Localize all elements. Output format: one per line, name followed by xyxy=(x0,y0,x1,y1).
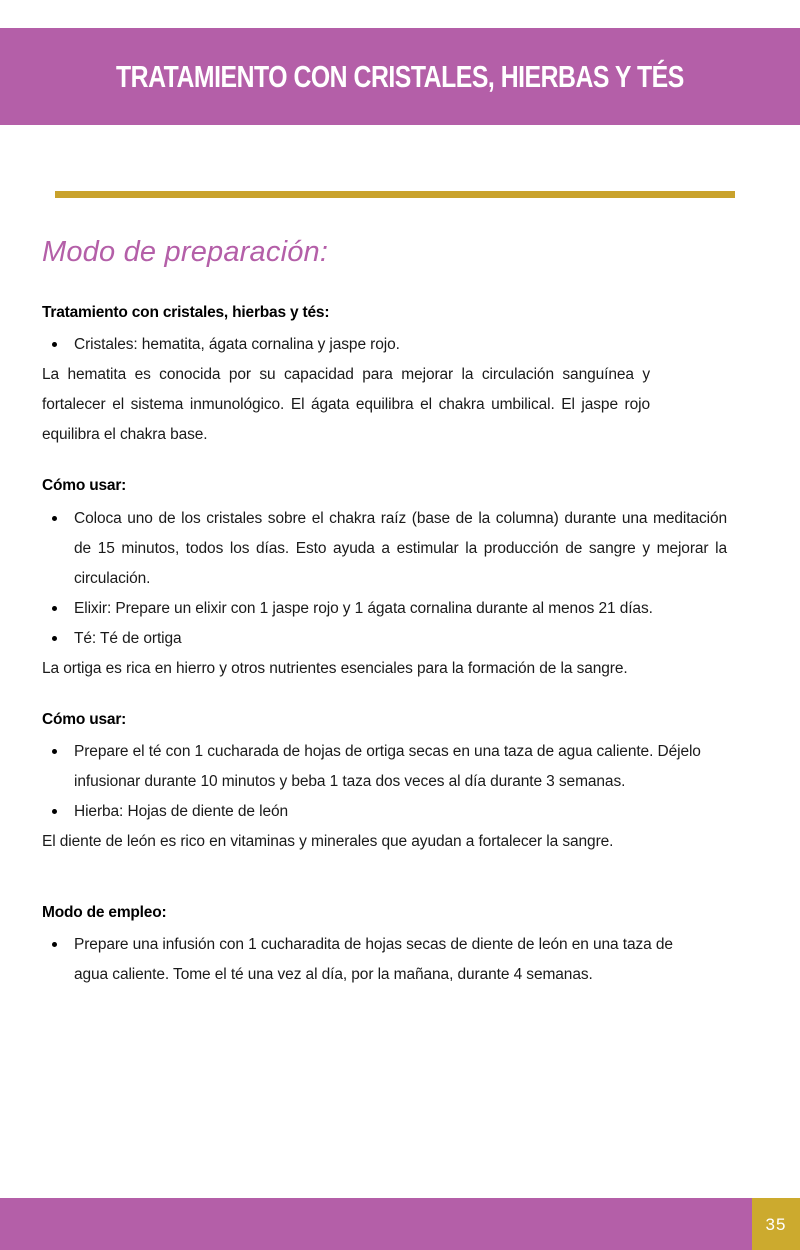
sub-heading-mode-of-use: Modo de empleo: xyxy=(42,904,167,922)
list-item: Hierba: Hojas de diente de león xyxy=(42,797,734,827)
bullet-list-how-to-use-2 xyxy=(42,737,742,827)
section-heading: Modo de preparación: xyxy=(42,236,329,268)
bullet-list-how-to-use-1 xyxy=(42,504,742,654)
list-item: Coloca uno de los cristales sobre el chakra raíz (base de la columna) durante una meditación de 15 minutos, todos los días. Esto ayuda a estimular la producción de sangre y mejorar la circulación. xyxy=(42,504,727,594)
page-number-block xyxy=(752,1198,800,1250)
list-item: Té: Té de ortiga xyxy=(42,624,734,654)
gold-divider-rule xyxy=(55,191,735,198)
page-title: TRATAMIENTO CON CRISTALES, HIERBAS Y TÉS xyxy=(116,59,684,94)
content-block-how-to-use-tea xyxy=(42,710,742,857)
page-number: 35 xyxy=(765,1214,787,1234)
spacer xyxy=(42,857,742,903)
page-header-banner xyxy=(0,28,800,125)
list-item: Prepare una infusión con 1 cucharadita de hojas secas de diente de león en una taza de agua caliente. Tome el té una vez al día, por la mañana, durante 4 semanas. xyxy=(42,930,694,990)
document-content xyxy=(42,237,742,990)
content-block-how-to-use-crystals xyxy=(42,476,742,683)
list-item: Elixir: Prepare un elixir con 1 jaspe rojo y 1 ágata cornalina durante al menos 21 días. xyxy=(42,594,694,624)
paragraph-dandelion: El diente de león es rico en vitaminas y minerales que ayudan a fortalecer la sangre. xyxy=(42,833,614,851)
content-block-crystals xyxy=(42,303,742,450)
paragraph-hematite: La hematita es conocida por su capacidad para mejorar la circulación sanguínea y fortalecer el sistema inmunológico. El ágata equilibra el chakra umbilical. El jaspe rojo equilibra el chakra base. xyxy=(42,366,650,444)
list-item: Cristales: hematita, ágata cornalina y jaspe rojo. xyxy=(42,330,734,360)
list-item: Prepare el té con 1 cucharada de hojas de ortiga secas en una taza de agua caliente. Déjelo infusionar durante 10 minutos y beba 1 taza dos veces al día durante 3 semanas. xyxy=(42,737,727,797)
bullet-list-mode-of-use xyxy=(42,930,742,990)
sub-heading-treatment: Tratamiento con cristales, hierbas y tés: xyxy=(42,303,330,321)
sub-heading-how-to-use-1: Cómo usar: xyxy=(42,477,127,495)
sub-heading-how-to-use-2: Cómo usar: xyxy=(42,710,127,728)
spacer xyxy=(42,684,742,710)
paragraph-nettle: La ortiga es rica en hierro y otros nutrientes esenciales para la formación de la sangre. xyxy=(42,659,628,677)
bullet-list-crystals xyxy=(42,330,742,360)
page-footer-bar xyxy=(0,1198,800,1250)
spacer xyxy=(42,450,742,476)
content-block-mode-of-use xyxy=(42,903,742,990)
